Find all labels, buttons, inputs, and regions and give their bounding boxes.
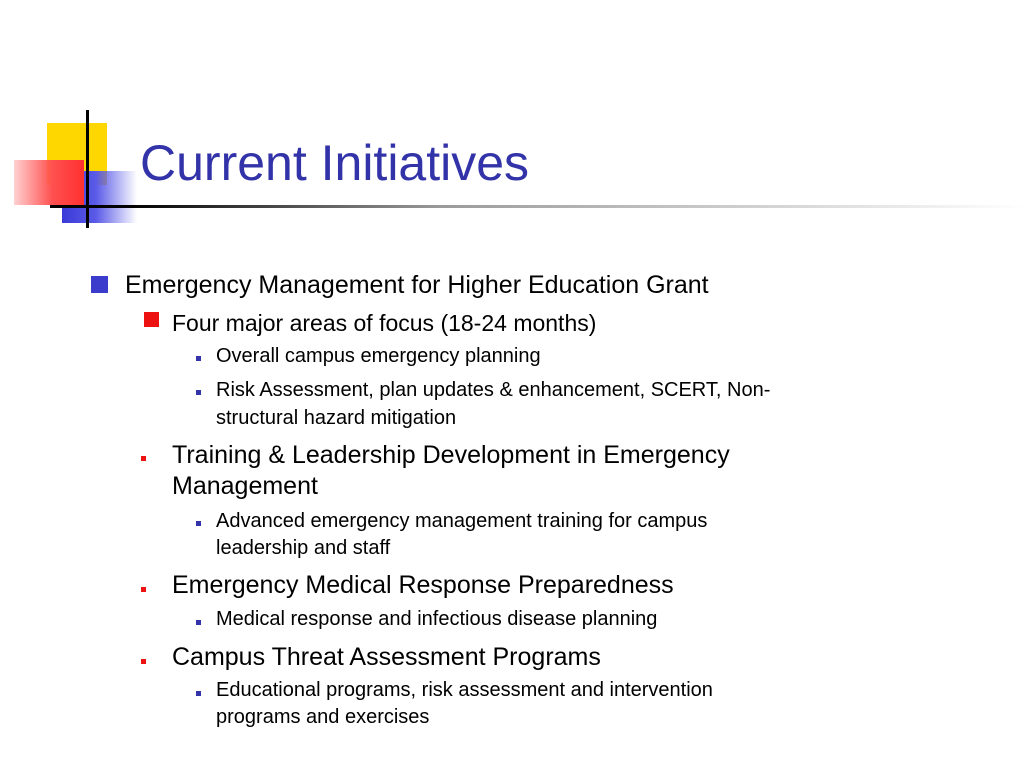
bullet-text-level3: Risk Assessment, plan updates & enhancement, SCERT, Non- <box>216 379 771 401</box>
bullet-text-level3-continued: programs and exercises <box>216 706 430 728</box>
bullet-text-level2: Four major areas of focus (18-24 months) <box>172 310 597 336</box>
bullet-text-level2-continued: Management <box>172 472 318 500</box>
bullet-text-level2: Training & Leadership Development in Emergency <box>172 441 730 469</box>
bullet-text-level3: Medical response and infectious disease planning <box>216 608 658 630</box>
bullet-text-level3-continued: leadership and staff <box>216 537 391 559</box>
bullet-small-blue <box>196 521 201 526</box>
decoration-horizontal-line <box>50 205 1024 208</box>
bullet-square-red <box>144 312 159 327</box>
bullet-text-level3: Overall campus emergency planning <box>216 345 541 367</box>
bullet-text-level2: Emergency Medical Response Preparedness <box>172 571 674 599</box>
bullet-square-blue <box>91 276 108 293</box>
bullet-small-blue <box>196 356 201 361</box>
bullet-text-level1: Emergency Management for Higher Education Grant <box>125 271 709 299</box>
bullet-small-blue <box>196 691 201 696</box>
decoration-vertical-line <box>86 110 89 228</box>
bullet-small-blue <box>196 620 201 625</box>
bullet-text-level2: Campus Threat Assessment Programs <box>172 643 601 671</box>
bullet-text-level3-continued: structural hazard mitigation <box>216 407 457 429</box>
bullet-small-red <box>141 659 146 664</box>
bullet-small-red <box>141 587 146 592</box>
decoration-red-square <box>14 160 84 205</box>
bullet-small-blue <box>196 390 201 395</box>
bullet-text-level3: Advanced emergency management training for campus <box>216 510 708 532</box>
bullet-small-red <box>141 456 146 461</box>
bullet-text-level3: Educational programs, risk assessment and intervention <box>216 679 713 701</box>
slide-title: Current Initiatives <box>140 135 530 191</box>
